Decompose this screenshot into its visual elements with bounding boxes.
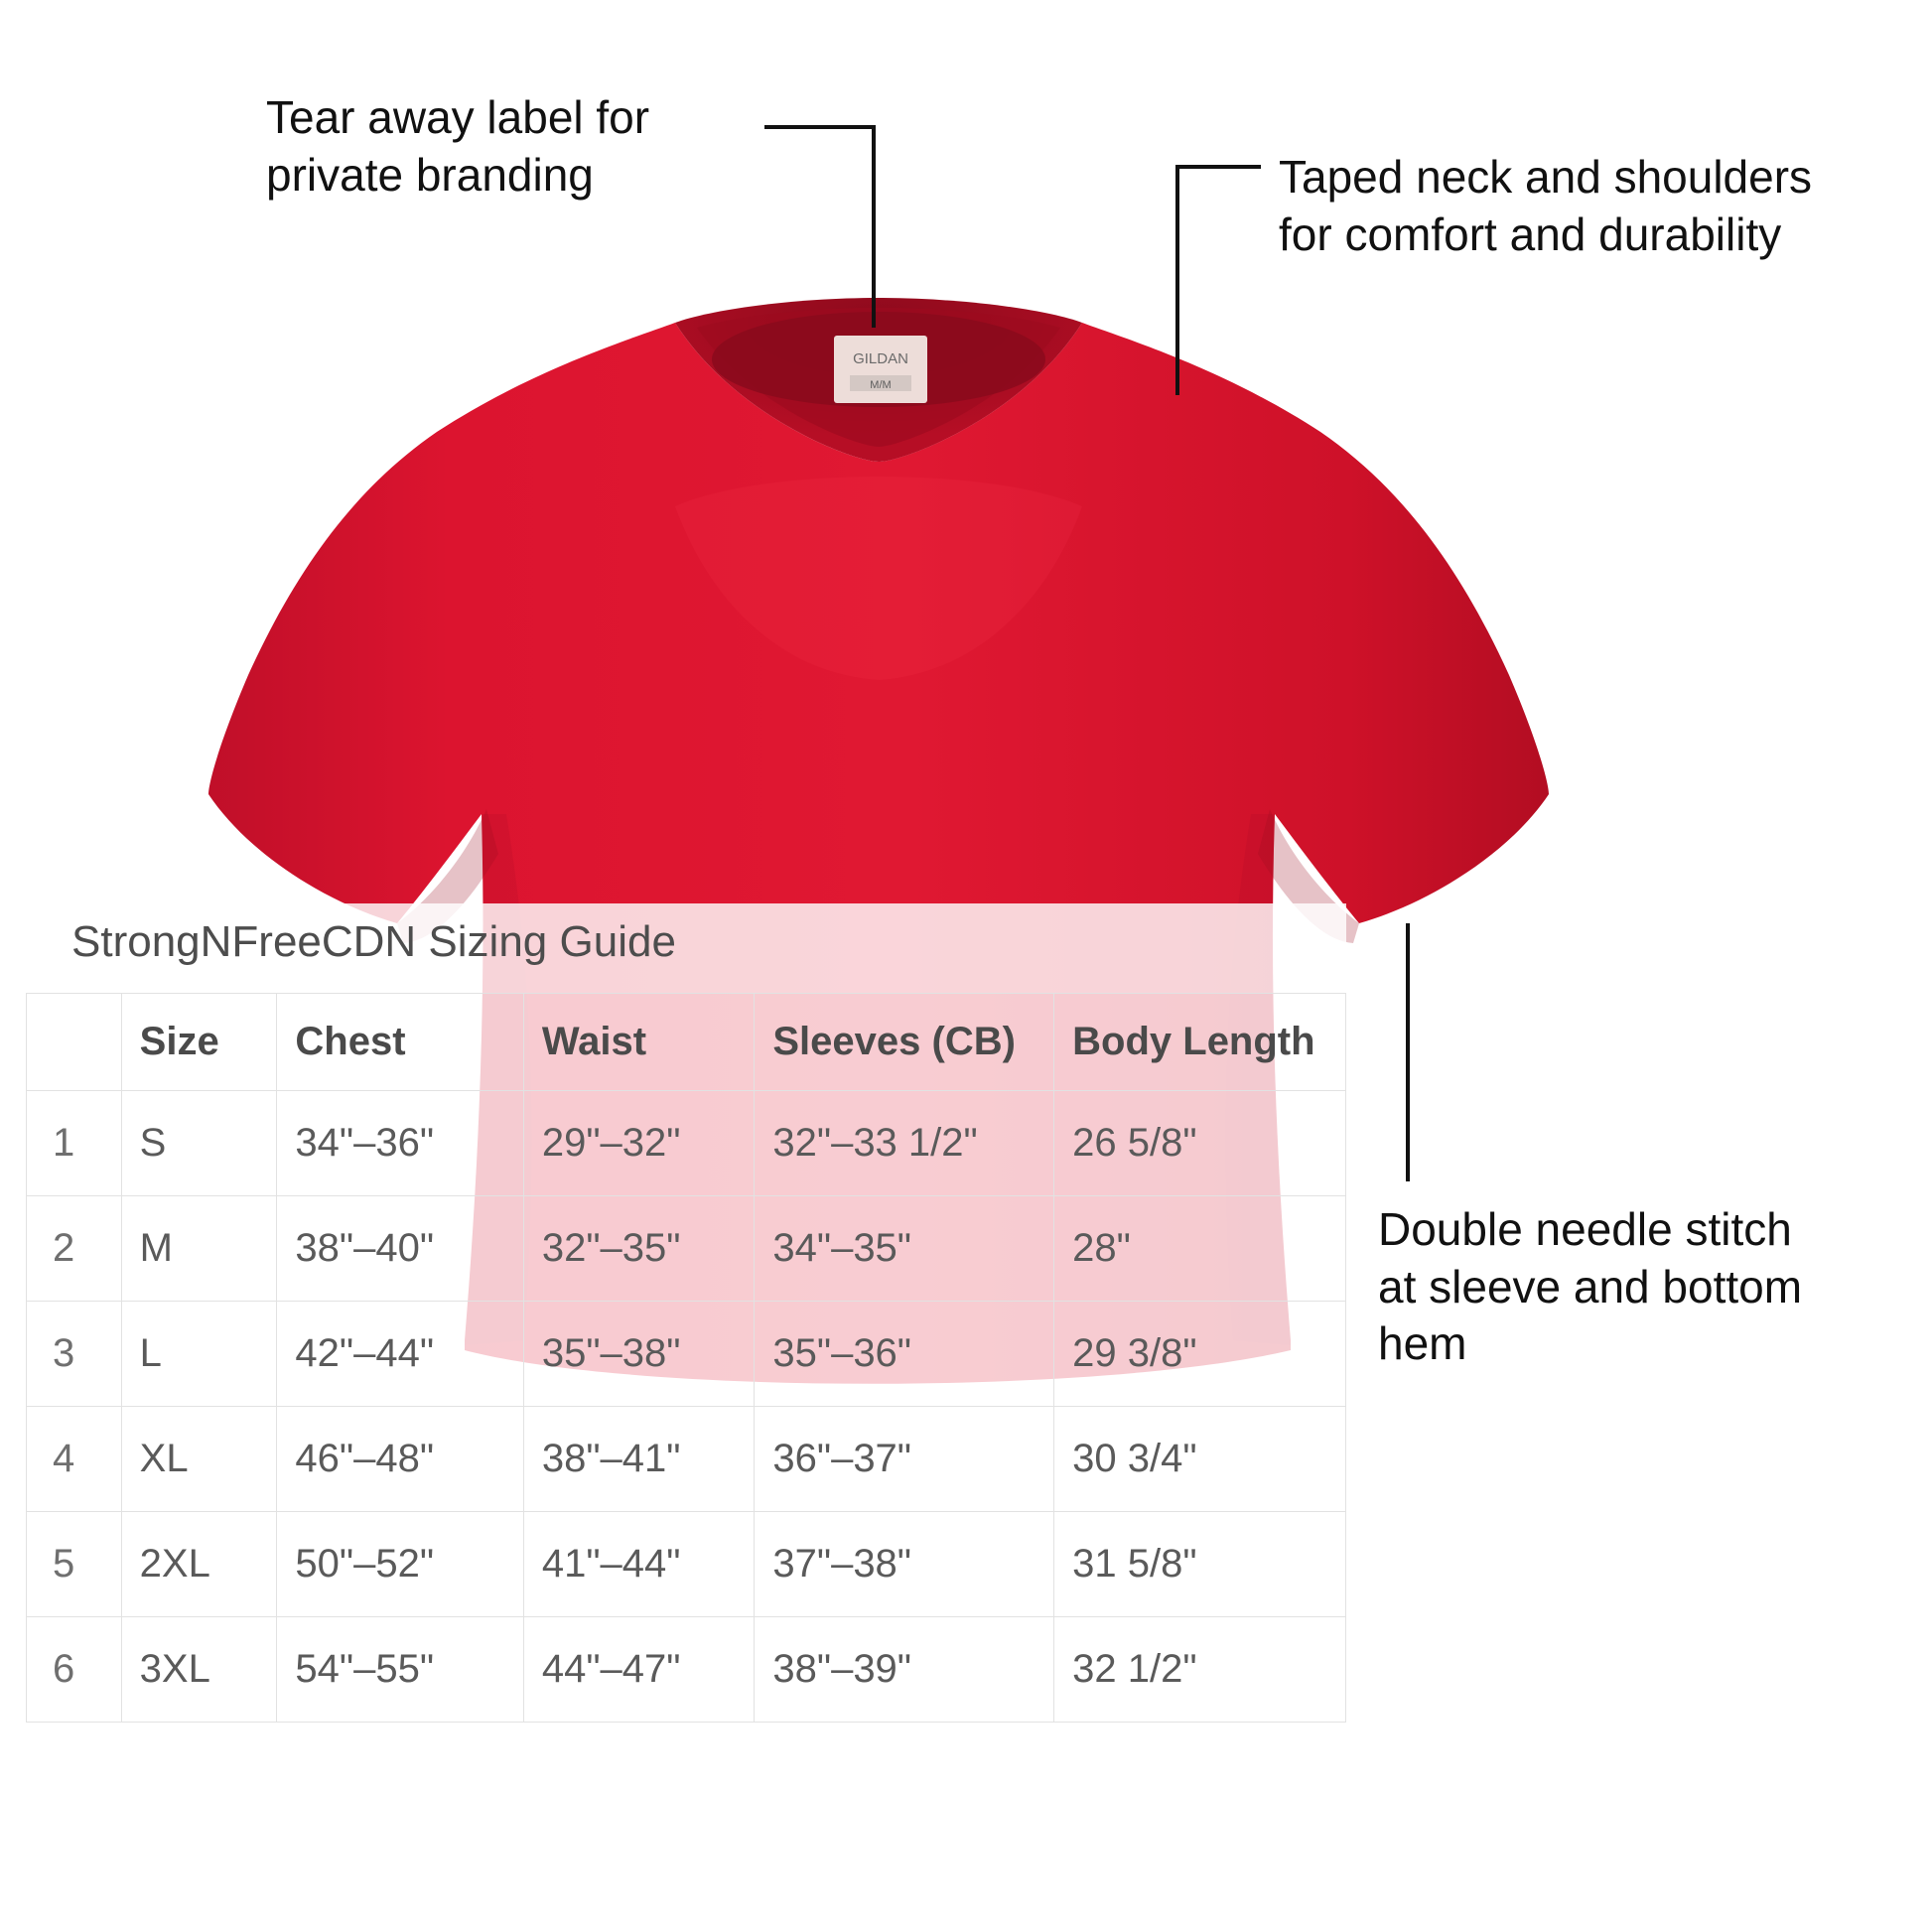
neck-label-line1: GILDAN xyxy=(853,350,908,367)
cell-size: M xyxy=(121,1196,277,1302)
callout-tear-away-label: Tear away label for private branding xyxy=(266,91,650,201)
table-row xyxy=(27,1512,1346,1617)
cell-body-length: 29 3/8" xyxy=(1054,1302,1346,1407)
cell-waist: 32"–35" xyxy=(523,1196,755,1302)
row-number: 5 xyxy=(27,1512,122,1617)
cell-body-length: 30 3/4" xyxy=(1054,1407,1346,1512)
cell-waist: 38"–41" xyxy=(523,1407,755,1512)
row-number: 6 xyxy=(27,1617,122,1723)
cell-sleeves: 37"–38" xyxy=(755,1512,1054,1617)
cell-size: 3XL xyxy=(121,1617,277,1723)
callout-double-needle: Double needle stitch at sleeve and bottom hem xyxy=(1378,1203,1803,1369)
cell-sleeves: 34"–35" xyxy=(755,1196,1054,1302)
sizing-guide-title: StrongNFreeCDN Sizing Guide xyxy=(26,903,1346,993)
cell-body-length: 32 1/2" xyxy=(1054,1617,1346,1723)
table-row xyxy=(27,1302,1346,1407)
sizing-guide-panel xyxy=(26,903,1346,1723)
cell-waist: 29"–32" xyxy=(523,1091,755,1196)
cell-body-length: 26 5/8" xyxy=(1054,1091,1346,1196)
cell-sleeves: 32"–33 1/2" xyxy=(755,1091,1054,1196)
neck-label-line2: M/M xyxy=(870,379,892,391)
cell-body-length: 28" xyxy=(1054,1196,1346,1302)
cell-chest: 54"–55" xyxy=(277,1617,523,1723)
callout-taped-neck: Taped neck and shoulders for comfort and durability xyxy=(1279,151,1813,260)
table-row xyxy=(27,1617,1346,1723)
cell-sleeves: 35"–36" xyxy=(755,1302,1054,1407)
cell-waist: 35"–38" xyxy=(523,1302,755,1407)
column-header-size: Size xyxy=(121,994,277,1091)
neck-label xyxy=(834,336,927,403)
table-row xyxy=(27,1091,1346,1196)
table-row xyxy=(27,1196,1346,1302)
column-header-rownum xyxy=(27,994,122,1091)
cell-body-length: 31 5/8" xyxy=(1054,1512,1346,1617)
cell-chest: 42"–44" xyxy=(277,1302,523,1407)
row-number: 4 xyxy=(27,1407,122,1512)
cell-size: S xyxy=(121,1091,277,1196)
cell-chest: 50"–52" xyxy=(277,1512,523,1617)
cell-chest: 38"–40" xyxy=(277,1196,523,1302)
column-header-waist: Waist xyxy=(523,994,755,1091)
cell-sleeves: 36"–37" xyxy=(755,1407,1054,1512)
column-header-body-length: Body Length xyxy=(1054,994,1346,1091)
column-header-sleeves: Sleeves (CB) xyxy=(755,994,1054,1091)
cell-waist: 44"–47" xyxy=(523,1617,755,1723)
table-header-row xyxy=(27,994,1346,1091)
cell-size: XL xyxy=(121,1407,277,1512)
cell-chest: 46"–48" xyxy=(277,1407,523,1512)
cell-sleeves: 38"–39" xyxy=(755,1617,1054,1723)
sizing-guide-table xyxy=(26,993,1346,1723)
cell-size: L xyxy=(121,1302,277,1407)
row-number: 1 xyxy=(27,1091,122,1196)
row-number: 3 xyxy=(27,1302,122,1407)
cell-chest: 34"–36" xyxy=(277,1091,523,1196)
column-header-chest: Chest xyxy=(277,994,523,1091)
cell-waist: 41"–44" xyxy=(523,1512,755,1617)
row-number: 2 xyxy=(27,1196,122,1302)
cell-size: 2XL xyxy=(121,1512,277,1617)
table-row xyxy=(27,1407,1346,1512)
